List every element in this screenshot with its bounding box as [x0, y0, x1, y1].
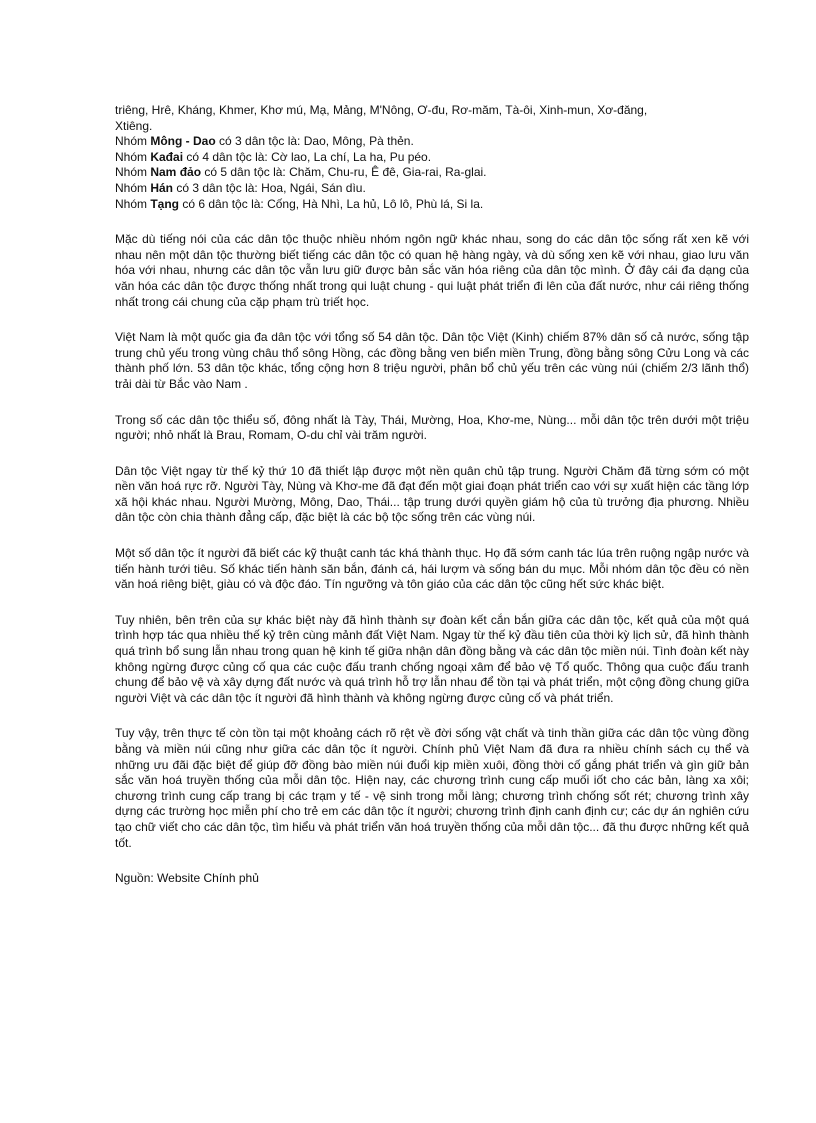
group-name: Tạng: [150, 196, 180, 211]
group-name: Hán: [150, 180, 174, 195]
body-paragraph: Tuy nhiên, bên trên của sự khác biệt này đã hình thành sự đoàn kết cắn bắn giữa các dân tộc, kết quả của một quá trình hợp tác qua nhiều thế kỷ trên cùng mảnh đất Việt Nam. Ngay từ thế kỷ đầu tiên của thời kỳ lịch sử, đã hình thành quá trình bổ sung lẫn nhau trong quan hệ kinh tế giữa nhận dân đồng bằng và các dân tộc miền núi. Tình đoàn kết này không ngừng được củng cố qua các cuộc đấu tranh chống ngoại xâm để bảo vệ Tổ quốc. Thông qua cuộc đấu tranh chung để bảo vệ và xây dựng đất nước và quá trình hỗ trợ lẫn nhau để tồn tại và phát triển, một cộng đồng chung giữa người Việt và các dân tộc ít người đã hình thành và không ngừng được củng cố và phát triển.: [115, 612, 749, 705]
group-item: Nhóm Tạng có 6 dân tộc là: Cống, Hà Nhì, La hủ, Lô lô, Phù lá, Si la.: [115, 196, 484, 211]
source-credit: Nguồn: Website Chính phủ: [115, 871, 259, 886]
group-item: Nhóm Kađai có 4 dân tộc là: Cờ lao, La chí, La ha, Pu péo.: [115, 149, 432, 164]
group-name: Nam đảo: [150, 165, 202, 180]
group-list: [115, 134, 749, 212]
group-item: Nhóm Mông - Dao có 3 dân tộc là: Dao, Mông, Pà thẻn.: [115, 134, 414, 149]
list-intro-line: Xtiêng.: [115, 118, 153, 133]
body-paragraph: Trong số các dân tộc thiểu số, đông nhất là Tày, Thái, Mường, Hoa, Khơ-me, Nùng... mỗi dân tộc trên dưới một triệu người; nhỏ nhất là Brau, Romam, O-du chỉ vài trăm người.: [115, 412, 749, 443]
body-paragraph: Một số dân tộc ít người đã biết các kỹ thuật canh tác khá thành thục. Họ đã sớm canh tác lúa trên ruộng ngập nước và tiến hành tưới tiêu. Số khác tiến hành săn bắn, đánh cá, hái lượm và sống bán du mục. Mỗi nhóm dân tộc đều có nền văn hoá riêng biệt, giàu có và độc đáo. Tín ngưỡng và tôn giáo của các dân tộc cũng hết sức khác biệt.: [115, 546, 749, 592]
body-paragraph: Việt Nam là một quốc gia đa dân tộc với tổng số 54 dân tộc. Dân tộc Việt (Kinh) chiếm 87% dân số cả nước, sống tập trung chủ yếu trong vùng châu thổ sông Hồng, các đồng bằng ven biển miền Trung, đồng bằng sông Cửu Long và các thành phố lớn. 53 dân tộc khác, tổng cộng hơn 8 triệu người, phân bổ chủ yếu trên các vùng núi (chiếm 2/3 lãnh thổ) trải dài từ Bắc vào Nam .: [115, 330, 749, 391]
document-page: [115, 103, 749, 887]
list-intro-line: triêng, Hrê, Kháng, Khmer, Khơ mú, Mạ, Mảng, M'Nông, Ơ-đu, Rơ-măm, Tà-ôi, Xinh-mun, Xơ-đăng,: [115, 103, 648, 117]
group-name: Mông - Dao: [150, 134, 216, 149]
body-paragraph: Tuy vậy, trên thực tế còn tồn tại một khoảng cách rõ rệt về đời sống vật chất và tinh thần giữa các dân tộc vùng đồng bằng và miền núi cũng như giữa các dân tộc ít người. Chính phủ Việt Nam đã đưa ra nhiều chính sách cụ thể và những ưu đãi đặc biệt để giúp đỡ đồng bào miền núi đuổi kịp miền xuôi, đồng thời cố gắng phát triển và gìn giữ bản sắc văn hoá truyền thống của mỗi dân tộc. Hiện nay, các chương trình cung cấp muối iốt cho các bản, làng xa xôi; chương trình cung cấp trang bị các trạm y tế - vệ sinh trong mỗi làng; chương trình chống sốt rét; chương trình xây dựng các trường học miễn phí cho trẻ em các dân tộc ít người; chương trình định canh định cư; các dự án nghiên cứu tạo chữ viết cho các dân tộc, tìm hiểu và phát triển văn hoá truyền thống của mỗi dân tộc... đã thu được những kết quả tốt.: [115, 726, 749, 850]
group-item: Nhóm Hán có 3 dân tộc là: Hoa, Ngái, Sán dìu.: [115, 180, 366, 195]
group-item: Nhóm Nam đảo có 5 dân tộc là: Chăm, Chu-ru, Ê đê, Gia-rai, Ra-glai.: [115, 165, 487, 180]
group-name: Kađai: [150, 149, 184, 164]
body-paragraph: Dân tộc Việt ngay từ thế kỷ thứ 10 đã thiết lập được một nền quân chủ tập trung. Người Chăm đã từng sớm có một nền văn hoá rực rỡ. Người Tày, Nùng và Khơ-me đã đạt đến một giai đoạn phát triển cao với sự xuất hiện các tầng lớp xã hội khác nhau. Người Mường, Mông, Dao, Thái... tập trung dưới quyền giám hộ của tù trưởng địa phương. Nhiều dân tộc còn chia thành đẳng cấp, đặc biệt là các bộ tộc sống trên các vùng núi.: [115, 463, 749, 525]
body-paragraph: Mặc dù tiếng nói của các dân tộc thuộc nhiều nhóm ngôn ngữ khác nhau, song do các dân tộc sống rất xen kẽ với nhau nên một dân tộc thường biết tiếng các dân tộc có quan hệ hàng ngày, và dù sống xen kẽ với nhau, giao lưu văn hóa với nhau, nhưng các dân tộc vẫn lưu giữ được bản sắc văn hóa riêng của dân tộc mình. Ở đây cái đa dạng của văn hóa các dân tộc được thống nhất trong qui luật chung - qui luật phát triển đi lên của đất nước, như cái riêng thống nhất trong cái chung của cặp phạm trù triết học.: [115, 232, 749, 309]
